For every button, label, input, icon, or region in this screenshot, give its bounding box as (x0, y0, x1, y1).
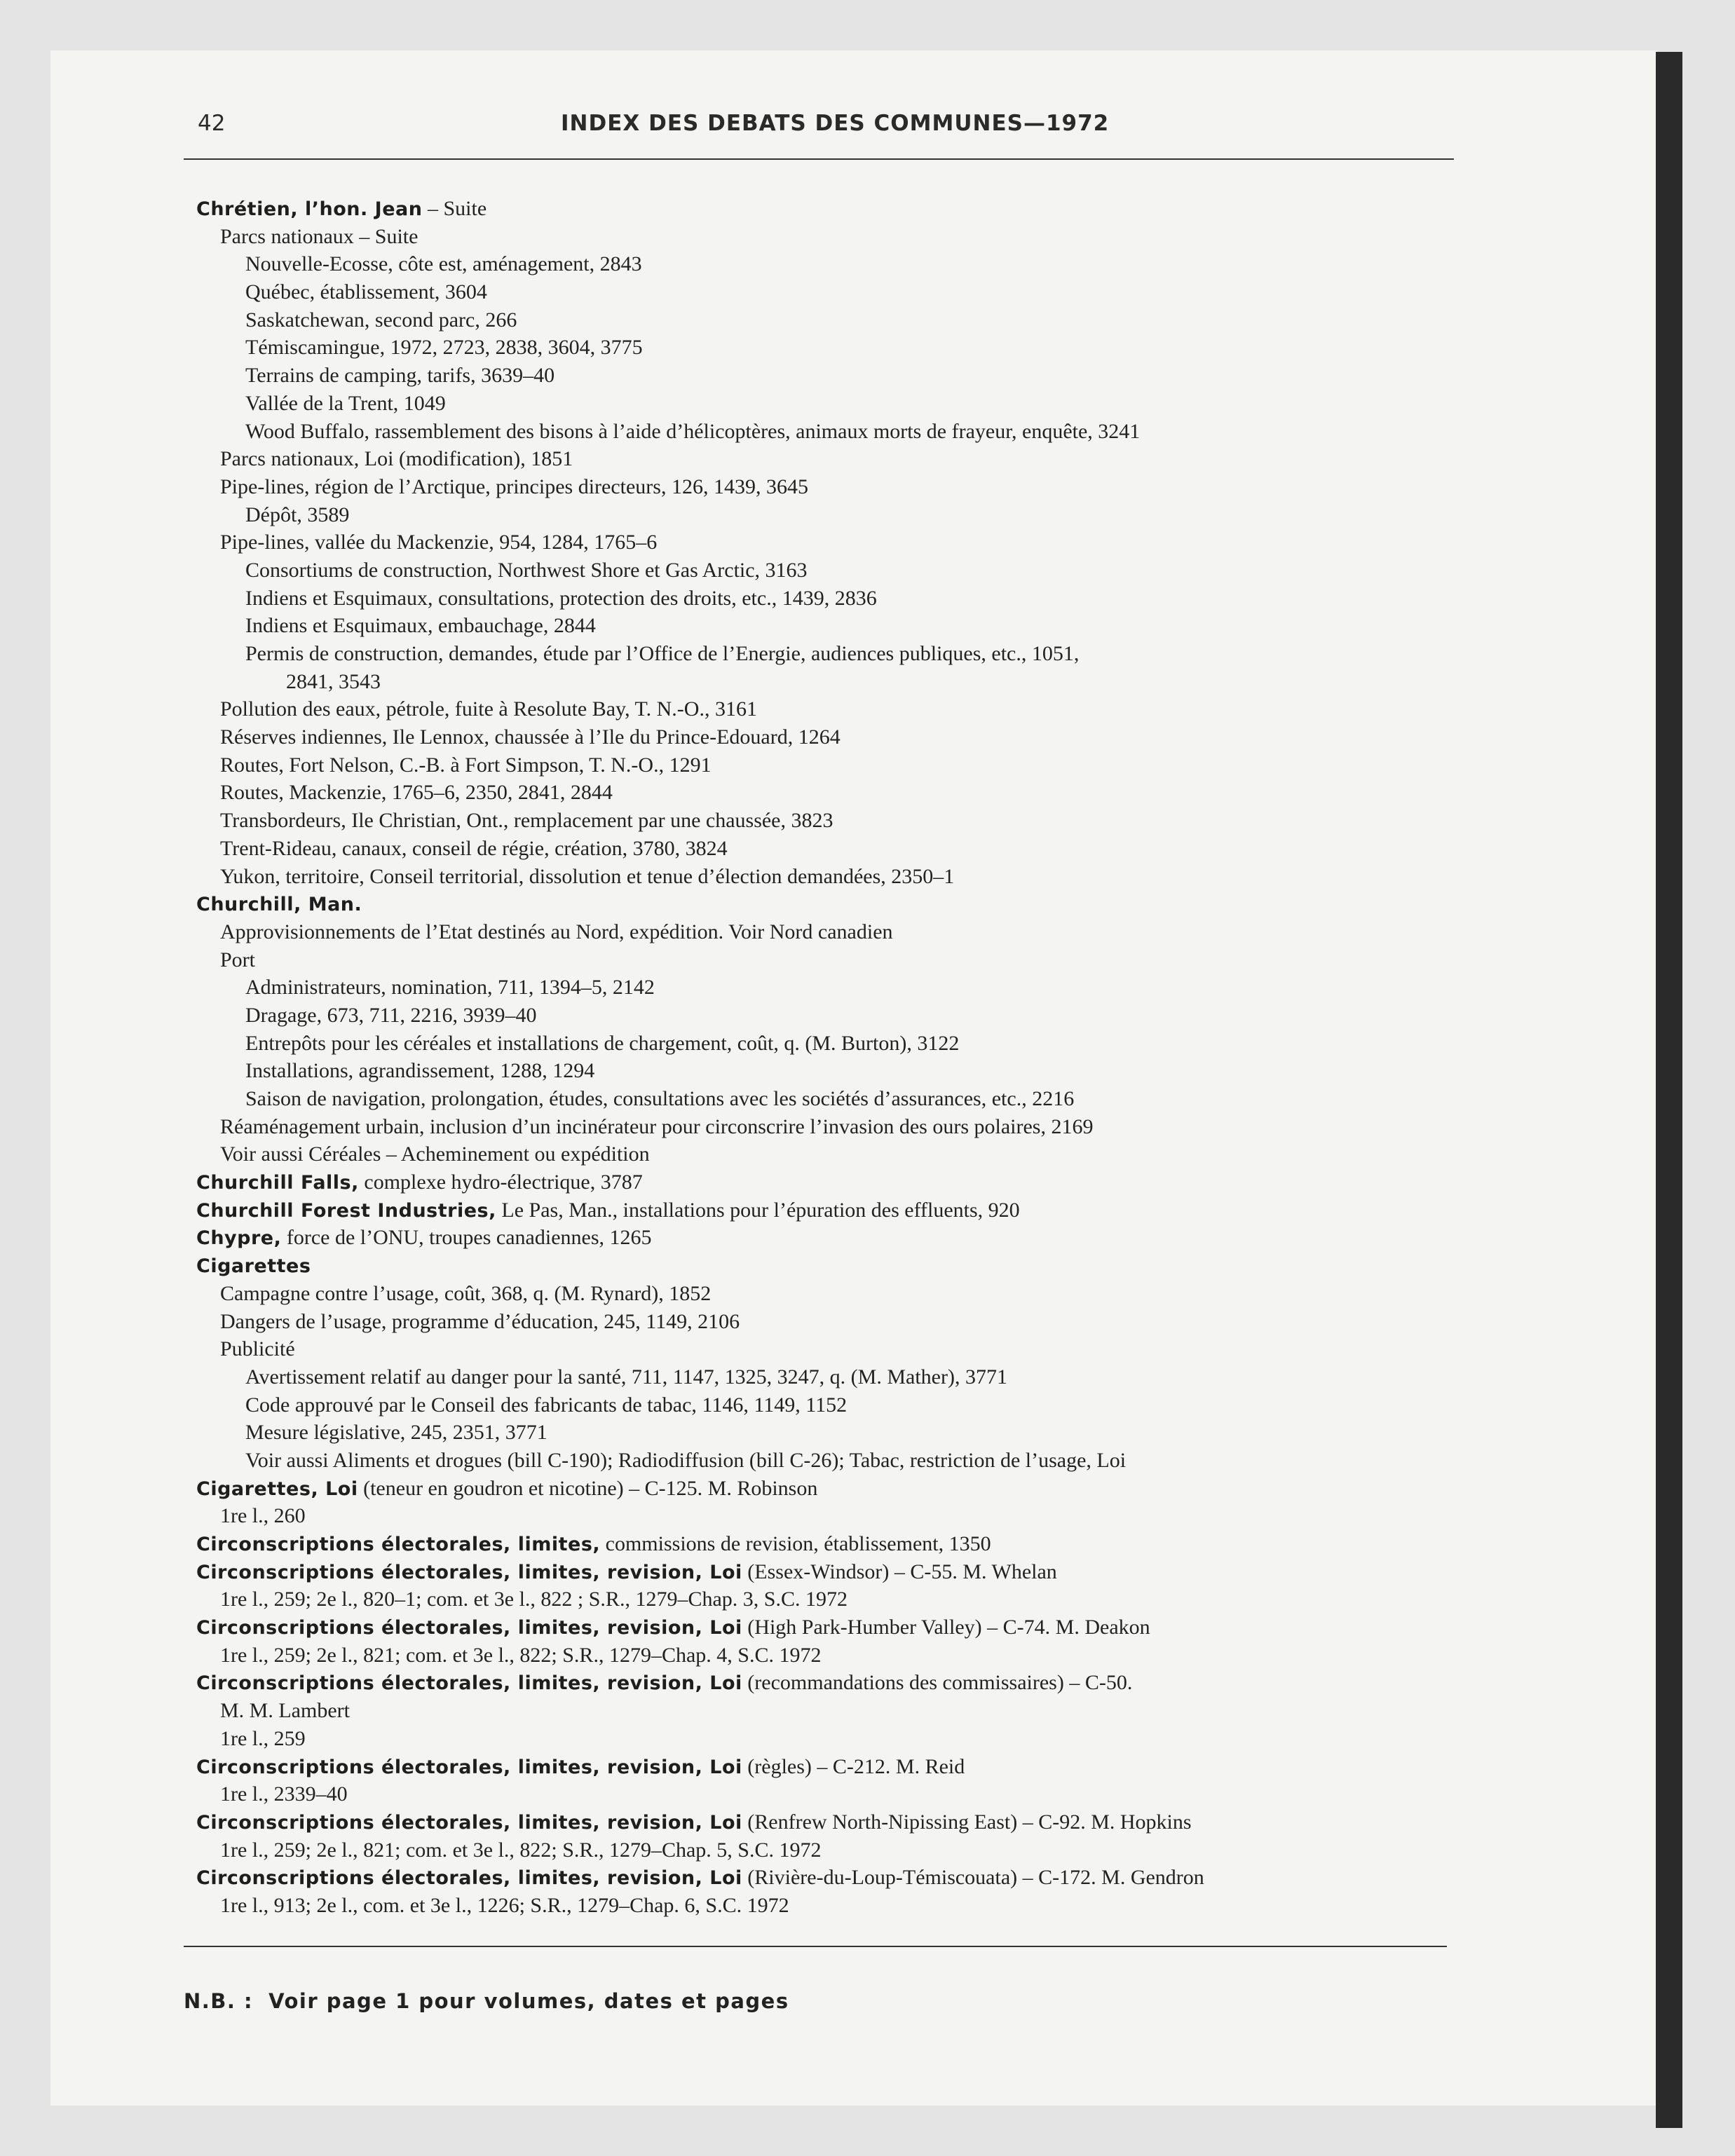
page-number: 42 (198, 111, 226, 136)
entry-text: M. M. Lambert (220, 1699, 350, 1723)
index-heading-entry (0, 1530, 1735, 1558)
index-subentry (0, 779, 1735, 807)
entry-heading: Churchill, Man. (196, 894, 362, 916)
index-subentry (0, 306, 1735, 334)
entry-text: Campagne contre l’usage, coût, 368, q. (M. Rynard), 1852 (220, 1281, 712, 1305)
entry-text: – Suite (422, 197, 487, 220)
index-subentry (0, 557, 1735, 585)
index-subentry (0, 1113, 1735, 1141)
index-subentry (0, 1836, 1735, 1864)
index-subentry (0, 807, 1735, 835)
index-subentry (0, 334, 1735, 362)
entry-text: Réaménagement urbain, inclusion d’un incinérateur pour circonscrire l’invasion des ours polaires, 2169 (220, 1114, 1094, 1138)
index-subentry (0, 1391, 1735, 1419)
index-subentry (0, 751, 1735, 779)
index-subentry (0, 1725, 1735, 1753)
entry-text: Administrateurs, nomination, 711, 1394–5, 2142 (245, 976, 655, 999)
index-subentry (0, 1363, 1735, 1391)
entry-heading: Circonscriptions électorales, limites, revision, Loi (196, 1811, 742, 1834)
index-subentry (0, 1308, 1735, 1336)
index-heading-entry (0, 1224, 1735, 1252)
entry-text: Réserves indiennes, Ile Lennox, chaussée à l’Ile du Prince-Edouard, 1264 (220, 725, 841, 749)
index-subentry (0, 1892, 1735, 1920)
entry-text: (Renfrew North-Nipissing East) – C-92. M. Hopkins (742, 1810, 1192, 1834)
index-subentry (0, 445, 1735, 473)
index-subentry (0, 1140, 1735, 1168)
entry-text: (recommandations des commissaires) – C-50. (742, 1671, 1133, 1695)
index-subentry (0, 362, 1735, 390)
entry-text: (Rivière-du-Loup-Témiscouata) – C-172. M. Gendron (742, 1866, 1204, 1890)
entry-text: Parcs nationaux, Loi (modification), 1851 (220, 447, 573, 471)
index-subentry (0, 1502, 1735, 1530)
index-subentry (0, 1335, 1735, 1363)
index-subentry (0, 723, 1735, 751)
index-subentry (0, 1419, 1735, 1447)
index-subentry (0, 278, 1735, 306)
entry-text: force de l’ONU, troupes canadiennes, 1265 (281, 1226, 652, 1250)
index-heading-entry (0, 1669, 1735, 1697)
index-subentry (0, 1447, 1735, 1475)
entry-heading: Circonscriptions électorales, limites, revision, Loi (196, 1756, 742, 1778)
entry-text: Terrains de camping, tarifs, 3639–40 (245, 364, 555, 388)
index-subentry (0, 1085, 1735, 1113)
entry-text: 1re l., 2339–40 (220, 1782, 348, 1806)
entry-text: Indiens et Esquimaux, consultations, protection des droits, etc., 1439, 2836 (245, 586, 877, 610)
index-subentry (0, 418, 1735, 446)
index-subentry (0, 918, 1735, 946)
entry-text: Pipe-lines, vallée du Mackenzie, 954, 1284, 1765–6 (220, 531, 658, 554)
entry-text: 1re l., 260 (220, 1504, 306, 1528)
index-heading-entry (0, 890, 1735, 918)
entry-heading: Circonscriptions électorales, limites, revision, Loi (196, 1561, 742, 1583)
index-heading-entry (0, 1168, 1735, 1196)
entry-heading: Cigarettes (196, 1255, 311, 1278)
entry-text: Dépôt, 3589 (245, 503, 350, 526)
entry-text: Saskatchewan, second parc, 266 (245, 308, 517, 332)
page-title: INDEX DES DEBATS DES COMMUNES—1972 (561, 111, 1110, 136)
entry-text: Entrepôts pour les céréales et installations de chargement, coût, q. (M. Burton), 3122 (245, 1031, 960, 1055)
entry-text: Mesure législative, 245, 2351, 3771 (245, 1421, 547, 1445)
index-entries (0, 195, 1735, 1920)
entry-text: Installations, agrandissement, 1288, 1294 (245, 1059, 595, 1083)
entry-text: Dragage, 673, 711, 2216, 3939–40 (245, 1003, 537, 1027)
header-rule (184, 158, 1454, 160)
entry-text: Routes, Mackenzie, 1765–6, 2350, 2841, 2844 (220, 781, 613, 805)
index-heading-entry (0, 1613, 1735, 1642)
entry-text: 2841, 3543 (286, 669, 381, 693)
entry-text: Vallée de la Trent, 1049 (245, 391, 446, 415)
index-subentry (0, 835, 1735, 863)
entry-text: Indiens et Esquimaux, embauchage, 2844 (245, 614, 596, 638)
entry-text: 1re l., 913; 2e l., com. et 3e l., 1226; S.R., 1279–Chap. 6, S.C. 1972 (220, 1893, 789, 1917)
entry-text: Consortiums de construction, Northwest Shore et Gas Arctic, 3163 (245, 558, 808, 582)
index-subentry (0, 863, 1735, 891)
index-subentry (0, 390, 1735, 418)
index-subentry (0, 1780, 1735, 1808)
entry-text: Transbordeurs, Ile Christian, Ont., remplacement par une chaussée, 3823 (220, 809, 834, 833)
index-subentry (0, 1280, 1735, 1308)
index-subentry (0, 612, 1735, 640)
footer-rule (184, 1946, 1447, 1947)
entry-text: Routes, Fort Nelson, C.-B. à Fort Simpson, T. N.-O., 1291 (220, 753, 712, 777)
entry-text: (High Park-Humber Valley) – C-74. M. Deakon (742, 1616, 1150, 1639)
index-heading-entry (0, 1196, 1735, 1224)
footer-label: N.B. : (184, 1989, 254, 2013)
entry-heading: Churchill Forest Industries, (196, 1199, 496, 1222)
index-subentry (0, 1057, 1735, 1085)
index-heading-entry (0, 1753, 1735, 1781)
entry-text: Permis de construction, demandes, étude par l’Office de l’Energie, audiences publiques, etc., 1051, (245, 642, 1080, 665)
entry-text: Approvisionnements de l’Etat destinés au Nord, expédition. Voir Nord canadien (220, 920, 893, 943)
index-subentry (0, 1030, 1735, 1058)
index-subentry (0, 695, 1735, 723)
index-subentry (0, 528, 1735, 557)
index-subentry (0, 585, 1735, 613)
entry-heading: Chypre, (196, 1227, 282, 1250)
entry-text: Code approuvé par le Conseil des fabricants de tabac, 1146, 1149, 1152 (245, 1393, 848, 1417)
entry-text: (règles) – C-212. M. Reid (742, 1754, 965, 1778)
entry-text: Trent-Rideau, canaux, conseil de régie, création, 3780, 3824 (220, 836, 728, 860)
entry-heading: Circonscriptions électorales, limites, (196, 1534, 601, 1555)
entry-text: complexe hydro-électrique, 3787 (358, 1171, 643, 1194)
entry-text: 1re l., 259; 2e l., 820–1; com. et 3e l., 822 ; S.R., 1279–Chap. 3, S.C. 1972 (220, 1588, 848, 1611)
index-subentry (0, 1642, 1735, 1670)
index-subentry (0, 473, 1735, 501)
entry-text: Nouvelle-Ecosse, côte est, aménagement, 2843 (245, 252, 642, 276)
index-subentry (0, 946, 1735, 974)
index-subentry (0, 668, 1735, 696)
entry-heading: Churchill Falls, (196, 1172, 359, 1194)
entry-text: 1re l., 259; 2e l., 821; com. et 3e l., 822; S.R., 1279–Chap. 5, S.C. 1972 (220, 1838, 822, 1862)
entry-heading: Circonscriptions électorales, limites, revision, Loi (196, 1617, 742, 1639)
index-heading-entry (0, 1252, 1735, 1280)
entry-heading: Circonscriptions électorales, limites, revision, Loi (196, 1672, 742, 1695)
entry-text: (Essex-Windsor) – C-55. M. Whelan (742, 1560, 1057, 1583)
index-subentry (0, 640, 1735, 668)
entry-text: Le Pas, Man., installations pour l’épuration des effluents, 920 (496, 1198, 1020, 1222)
footer-text: Voir page 1 pour volumes, dates et pages (268, 1989, 789, 2013)
index-heading-entry (0, 1558, 1735, 1586)
index-heading-entry (0, 1808, 1735, 1836)
index-heading-entry (0, 1475, 1735, 1503)
index-subentry (0, 250, 1735, 278)
index-heading-entry (0, 195, 1735, 223)
entry-text: Voir aussi Céréales – Acheminement ou expédition (220, 1142, 650, 1166)
entry-text: Voir aussi Aliments et drogues (bill C-190); Radiodiffusion (bill C-26); Tabac, restriction de l’usage, Loi (245, 1448, 1127, 1472)
entry-text: Publicité (220, 1337, 295, 1361)
entry-text: Saison de navigation, prolongation, études, consultations avec les sociétés d’assurances, etc., 2216 (245, 1087, 1075, 1110)
index-subentry (0, 223, 1735, 251)
entry-text: Port (220, 948, 256, 971)
entry-text: Avertissement relatif au danger pour la santé, 711, 1147, 1325, 3247, q. (M. Mather), 3771 (245, 1365, 1007, 1389)
index-subentry (0, 1585, 1735, 1613)
entry-text: (teneur en goudron et nicotine) – C-125. M. Robinson (358, 1476, 818, 1500)
index-subentry (0, 1697, 1735, 1725)
entry-text: commissions de revision, établissement, 1350 (600, 1532, 991, 1555)
entry-heading: Circonscriptions électorales, limites, revision, Loi (196, 1867, 742, 1890)
index-subentry (0, 974, 1735, 1002)
entry-text: Yukon, territoire, Conseil territorial, dissolution et tenue d’élection demandées, 2350–1 (220, 864, 955, 888)
entry-text: 1re l., 259 (220, 1726, 306, 1750)
index-subentry (0, 501, 1735, 529)
entry-heading: Chrétien, l’hon. Jean (196, 198, 423, 220)
entry-text: Parcs nationaux – Suite (220, 224, 419, 248)
entry-text: 1re l., 259; 2e l., 821; com. et 3e l., 822; S.R., 1279–Chap. 4, S.C. 1972 (220, 1643, 822, 1667)
index-subentry (0, 1002, 1735, 1030)
entry-heading: Cigarettes, Loi (196, 1478, 358, 1500)
entry-text: Pipe-lines, région de l’Arctique, principes directeurs, 126, 1439, 3645 (220, 475, 808, 498)
index-heading-entry (0, 1864, 1735, 1892)
entry-text: Québec, établissement, 3604 (245, 280, 487, 304)
entry-text: Dangers de l’usage, programme d’éducation, 245, 1149, 2106 (220, 1309, 740, 1333)
footer-note (184, 1989, 789, 2013)
entry-text: Wood Buffalo, rassemblement des bisons à l’aide d’hélicoptères, animaux morts de frayeur, enquête, 3241 (245, 419, 1141, 443)
entry-text: Pollution des eaux, pétrole, fuite à Resolute Bay, T. N.-O., 3161 (220, 697, 757, 721)
entry-text: Témiscamingue, 1972, 2723, 2838, 3604, 3775 (245, 336, 643, 360)
